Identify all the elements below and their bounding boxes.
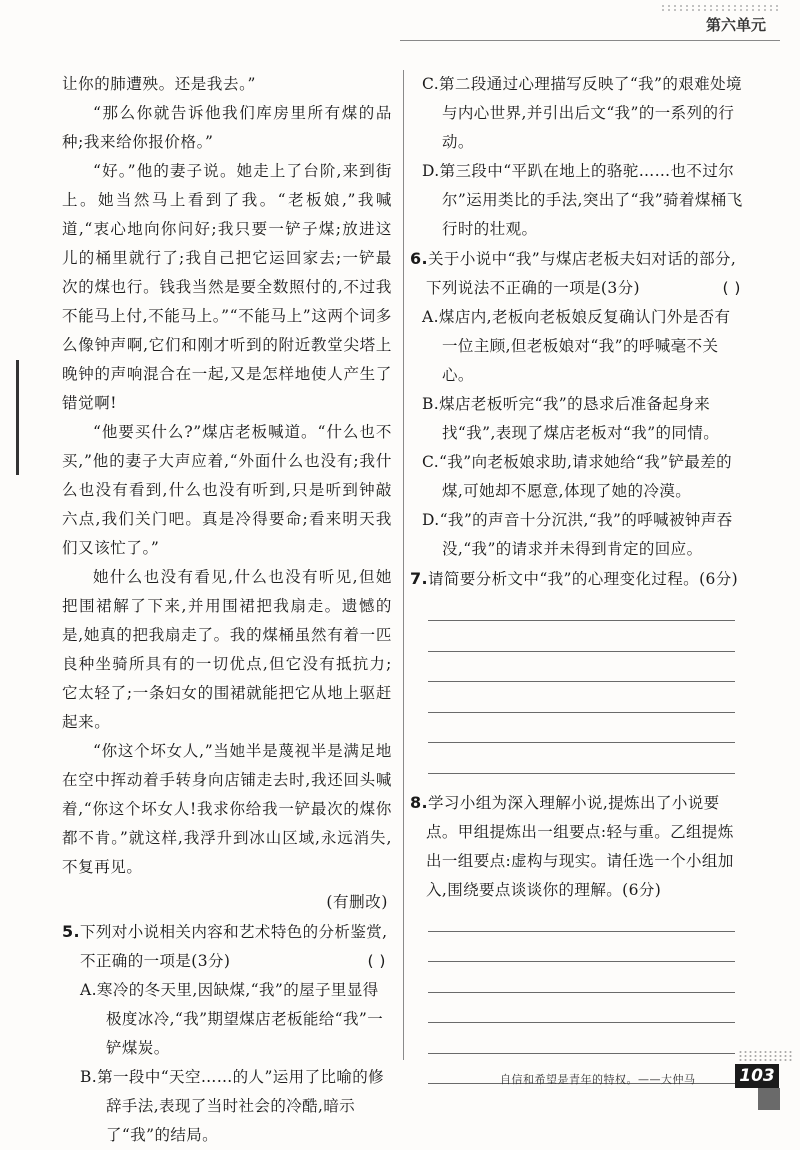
source-note: (有删改) <box>326 893 388 911</box>
question-6 <box>410 244 745 564</box>
question-7-number: 7. <box>410 569 429 588</box>
answer-line[interactable] <box>428 620 735 621</box>
question-7-stem <box>410 564 745 594</box>
story-paragraph: “他要买什么?”煤店老板喊道。“什么也不买,”他的妻子大声应着,“外面什么也没有;我什么也没有看到,什么也没有听到,只是听到钟敲六点,我们关门吧。真是冷得要命;看来明天我们又该忙了。” <box>62 423 392 557</box>
header-dot-pattern <box>660 4 780 12</box>
question-7 <box>410 564 745 774</box>
answer-paren[interactable]: ( ) <box>367 952 386 970</box>
question-6-option-b: B.煤店老板听完“我”的恳求后准备起身来找“我”,表现了煤店老板对“我”的同情。 <box>422 395 720 442</box>
question-5-option-a: A.寒冷的冬天里,因缺煤,“我”的屋子里显得极度冰冷,“我”期望煤店老板能给“我”一铲煤炭。 <box>80 981 384 1057</box>
footer-quote: 自信和希望是青年的特权。——大仲马 <box>500 1073 696 1086</box>
story-paragraph: “你这个坏女人,”当她半是蔑视半是满足地在空中挥动着手转身向店铺走去时,我还回头喊着,“你这个坏女人!我求你给我一铲最次的煤你都不肯。”就这样,我浮升到冰山区域,永远消失,不复再见。 <box>62 742 392 876</box>
question-8-number: 8. <box>410 792 429 812</box>
right-column <box>410 70 745 1084</box>
question-5-text: 下列对小说相关内容和艺术特色的分析鉴赏,不正确的一项是(3分) <box>80 923 388 970</box>
answer-line[interactable] <box>428 931 735 932</box>
question-7-text: 请简要分析文中“我”的心理变化过程。(6分) <box>428 570 739 588</box>
question-5-option-d: D.第三段中“平趴在地上的骆驼……也不过尔尔”运用类比的手法,突出了“我”骑着煤桶飞行时的壮观。 <box>422 162 743 238</box>
question-8-stem <box>410 788 745 905</box>
story-paragraph: 让你的肺遭殃。还是我去。” <box>62 75 256 93</box>
question-6-option-c: C.“我”向老板娘求助,请求她给“我”铲最差的煤,可她却不愿意,体现了她的冷漠。 <box>422 453 733 500</box>
story-paragraph: 她什么也没有看见,什么也没有听见,但她把围裙解了下来,并用围裙把我扇走。遗憾的是,她真的把我扇走了。我的煤桶虽然有着一匹良种坐骑所具有的一切优点,但它没有抵抗力;它太轻了;一条妇女的围裙就能把它从地上驱赶起来。 <box>62 568 392 731</box>
header-rule <box>400 40 780 41</box>
answer-line[interactable] <box>428 992 735 993</box>
answer-line[interactable] <box>428 742 735 743</box>
story-paragraph: “好。”他的妻子说。她走上了台阶,来到街上。她当然马上看到了我。“老板娘,”我喊道,“衷心地向你问好;我只要一铲子煤;放进这儿的桶里就行了;我自己把它运回家去;一铲最次的煤也行。钱我当然是要全数照付的,不过我不能马上付,不能马上。”“不能马上”这两个词多么像钟声啊,它们和刚才听到的附近教堂尖塔上晚钟的声响混合在一起,又是怎样地使人产生了错觉啊! <box>62 162 392 412</box>
page-number: 103 <box>735 1064 779 1088</box>
question-6-stem <box>410 244 745 303</box>
unit-label: 第六单元 <box>705 16 766 34</box>
answer-paren[interactable]: ( ) <box>722 279 741 297</box>
question-6-option-d: D.“我”的声音十分沉洪,“我”的呼喊被钟声吞没,“我”的请求并未得到肯定的回应。 <box>422 511 733 558</box>
question-8-text: 学习小组为深入理解小说,提炼出了小说要点。甲组提炼出一组要点:轻与重。乙组提炼出一组要点:虚构与现实。请任选一个小组加入,围绕要点谈谈你的理解。(6分) <box>426 793 734 899</box>
answer-line[interactable] <box>428 1022 735 1023</box>
footer-dot-pattern <box>738 1050 794 1062</box>
margin-mark <box>16 360 19 475</box>
answer-line[interactable] <box>428 1053 735 1054</box>
page-corner-block <box>758 1088 780 1110</box>
question-5-option-b: B.第一段中“天空……的人”运用了比喻的修辞手法,表现了当时社会的冷酷,暗示了“我”的结局。 <box>80 1068 385 1144</box>
answer-line[interactable] <box>428 712 735 713</box>
question-6-number: 6. <box>410 249 429 268</box>
left-column <box>62 70 392 1150</box>
question-5 <box>62 917 392 1150</box>
question-5-stem <box>62 917 392 976</box>
column-divider <box>403 70 404 1060</box>
question-5-option-c: C.第二段通过心理描写反映了“我”的艰难处境与内心世界,并引出后文“我”的一系列的行动。 <box>422 75 742 151</box>
question-6-option-a: A.煤店内,老板向老板娘反复确认门外是否有一位主顾,但老板娘对“我”的呼喊毫不关心。 <box>422 308 731 384</box>
question-8 <box>410 788 745 1085</box>
answer-line[interactable] <box>428 681 735 682</box>
answer-line[interactable] <box>428 961 735 962</box>
question-6-text: 关于小说中“我”与煤店老板夫妇对话的部分,下列说法不正确的一项是(3分) <box>426 250 737 297</box>
answer-line[interactable] <box>428 651 735 652</box>
story-paragraph: “那么你就告诉他我们库房里所有煤的品种;我来给你报价格。” <box>62 104 392 151</box>
question-5-number: 5. <box>62 922 81 941</box>
